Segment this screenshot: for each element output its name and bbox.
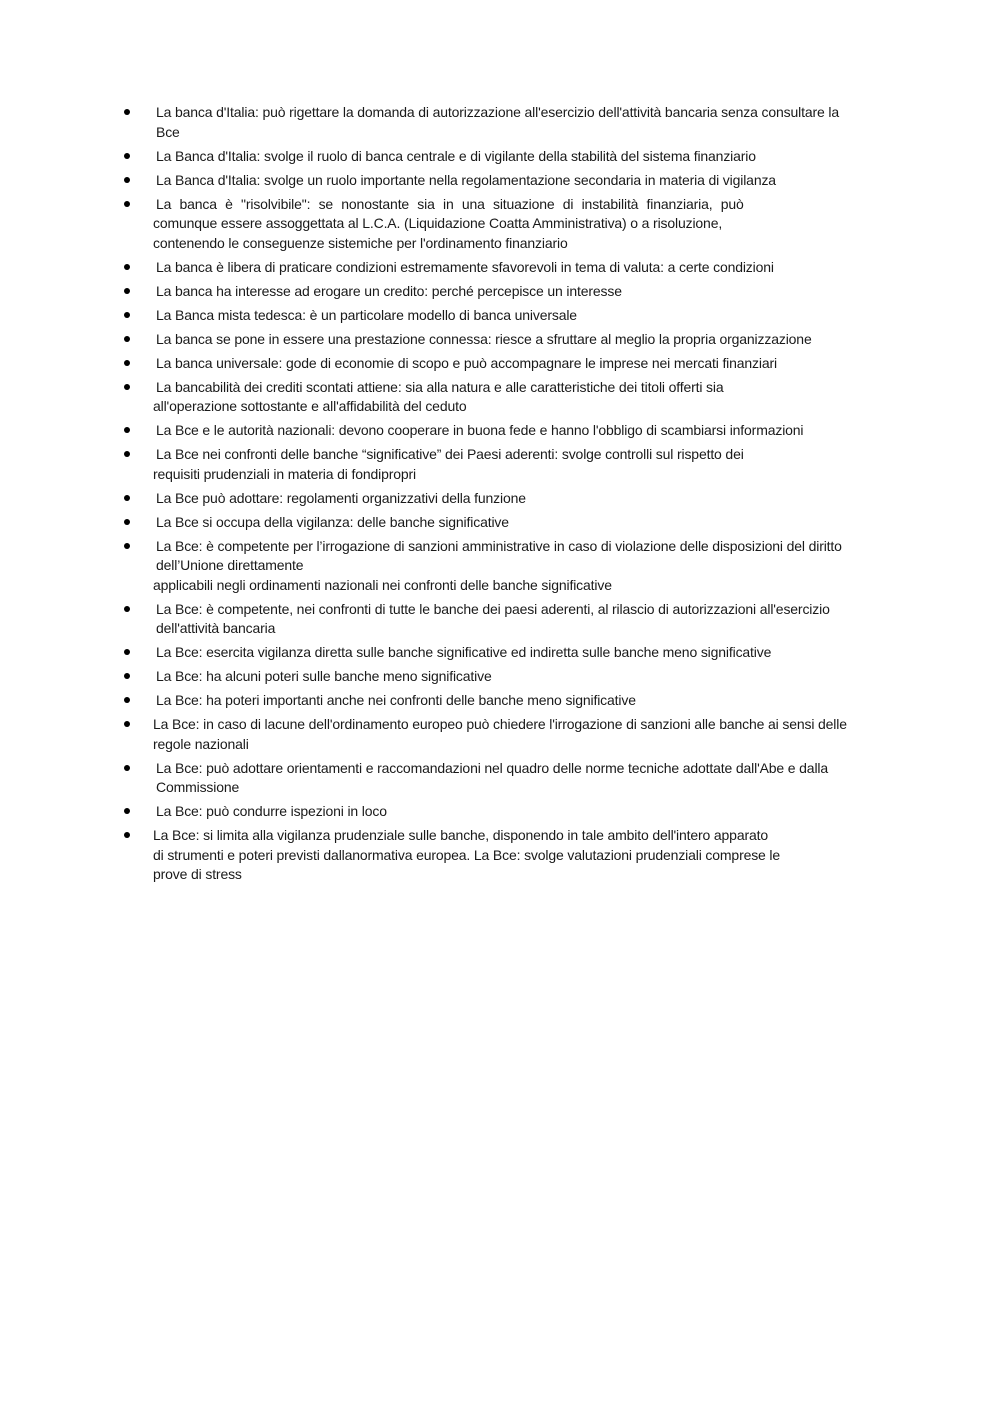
bullet-icon	[124, 384, 130, 390]
item-line: applicabili negli ordinamenti nazionali nei confronti delle banche significative	[153, 576, 612, 593]
bullet-icon	[124, 697, 130, 703]
item-line: Bce	[156, 123, 180, 140]
bullet-icon	[124, 649, 130, 655]
item-line: La banca ha interesse ad erogare un credito: perché percepisce un interesse	[156, 282, 622, 299]
bullet-icon	[124, 765, 130, 771]
item-line: di strumenti e poteri previsti dallanormativa europea. La Bce: svolge valutazioni prudenziali comprese le	[153, 846, 781, 863]
list-item	[0, 354, 1000, 374]
list-item	[0, 489, 1000, 509]
bullet-icon	[124, 153, 130, 159]
list-item	[0, 715, 1000, 754]
bullet-icon	[124, 451, 130, 457]
item-line: dell’Unione direttamente	[156, 557, 304, 573]
list-item	[0, 171, 1000, 191]
list-item	[0, 147, 1000, 167]
bullet-icon	[124, 288, 130, 294]
item-line: La banca è libera di praticare condizioni estremamente sfavorevoli in tema di valuta: a certe condizioni	[156, 258, 774, 275]
item-line: La bancabilità dei crediti scontati attiene: sia alla natura e alle caratteristiche dei titoli offerti sia	[156, 378, 724, 395]
bullet-icon	[124, 264, 130, 270]
list-item	[0, 258, 1000, 278]
list-item	[0, 600, 1000, 639]
bullet-icon	[124, 201, 130, 207]
list-item	[0, 378, 1000, 417]
item-line: requisiti prudenziali in materia di fondipropri	[153, 465, 416, 482]
list-item	[0, 759, 1000, 798]
item-line: La Banca d'Italia: svolge un ruolo importante nella regolamentazione secondaria in materia di vigilanza	[156, 171, 776, 188]
item-line: regole nazionali	[153, 735, 249, 752]
item-line: dell'attività bancaria	[156, 620, 276, 636]
bullet-icon	[124, 721, 130, 727]
list-item	[0, 421, 1000, 441]
bullet-icon	[124, 808, 130, 814]
item-line: La Bce: può condurre ispezioni in loco	[156, 803, 387, 819]
item-line: La Banca d'Italia: svolge il ruolo di banca centrale e di vigilante della stabilità del sistema finanziario	[156, 147, 756, 164]
list-item	[0, 445, 1000, 484]
item-line: La Bce: esercita vigilanza diretta sulle banche significative ed indiretta sulle banche meno significative	[156, 644, 772, 660]
list-item	[0, 306, 1000, 326]
item-line: La Bce: in caso di lacune dell'ordinamento europeo può chiedere l'irrogazione di sanzioni alle banche ai sensi delle	[153, 716, 847, 732]
list-item	[0, 195, 1000, 254]
item-line: La Bce: può adottare orientamenti e raccomandazioni nel quadro delle norme tecniche adottate dall'Abe e dalla	[156, 759, 828, 776]
item-line: La banca se pone in essere una prestazione connessa: riesce a sfruttare al meglio la propria organizzazione	[156, 330, 812, 347]
item-line: all'operazione sottostante e all'affidabilità del ceduto	[153, 398, 467, 414]
bullet-icon	[124, 673, 130, 679]
item-line: La Bce: è competente, nei confronti di tutte le banche dei paesi aderenti, al rilascio di autorizzazioni all'esercizio	[156, 600, 830, 617]
list-item	[0, 826, 1000, 885]
list-item	[0, 802, 1000, 822]
item-line: La Bce: ha poteri importanti anche nei confronti delle banche meno significative	[156, 692, 636, 708]
item-line: La Bce si occupa della vigilanza: delle banche significative	[156, 513, 509, 530]
item-line: La banca universale: gode di economie di scopo e può accompagnare le imprese nei mercati finanziari	[156, 354, 777, 371]
item-line: La Bce: si limita alla vigilanza prudenziale sulle banche, disponendo in tale ambito dell'intero apparato	[153, 827, 768, 843]
item-line: contenendo le conseguenze sistemiche per l'ordinamento finanziario	[153, 234, 568, 251]
list-item	[0, 513, 1000, 533]
item-line: La banca è "risolvibile": se nonostante sia in una situazione di instabilità finanziaria, può	[156, 195, 744, 212]
bullet-icon	[124, 495, 130, 501]
list-item	[0, 282, 1000, 302]
list-item	[0, 643, 1000, 663]
bullet-list	[0, 103, 1000, 889]
item-line: prove di stress	[153, 866, 242, 882]
item-line: La Bce: ha alcuni poteri sulle banche meno significative	[156, 668, 492, 684]
item-line: La banca d'Italia: può rigettare la domanda di autorizzazione all'esercizio dell'attività bancaria senza consultare la	[156, 104, 839, 120]
item-line: Commissione	[156, 779, 240, 795]
bullet-icon	[124, 543, 130, 549]
list-item	[0, 667, 1000, 687]
bullet-icon	[124, 177, 130, 183]
bullet-icon	[124, 832, 130, 838]
bullet-icon	[124, 109, 130, 115]
bullet-icon	[124, 519, 130, 525]
item-line: La Bce: è competente per l’irrogazione di sanzioni amministrative in caso di violazione delle disposizioni del diritto	[156, 537, 842, 554]
list-item	[0, 330, 1000, 350]
bullet-icon	[124, 360, 130, 366]
item-line: La Bce nei confronti delle banche “significative” dei Paesi aderenti: svolge controlli sul rispetto dei	[156, 446, 744, 462]
item-line: comunque essere assoggettata al L.C.A. (Liquidazione Coatta Amministrativa) o a risoluzione,	[153, 215, 723, 231]
bullet-icon	[124, 427, 130, 433]
item-line: La Bce può adottare: regolamenti organizzativi della funzione	[156, 489, 526, 506]
item-line: La Bce e le autorità nazionali: devono cooperare in buona fede e hanno l'obbligo di scambiarsi informazioni	[156, 422, 804, 438]
bullet-icon	[124, 312, 130, 318]
item-line: La Banca mista tedesca: è un particolare modello di banca universale	[156, 306, 577, 323]
list-item	[0, 537, 1000, 596]
bullet-icon	[124, 606, 130, 612]
bullet-icon	[124, 336, 130, 342]
list-item	[0, 691, 1000, 711]
list-item	[0, 103, 1000, 142]
